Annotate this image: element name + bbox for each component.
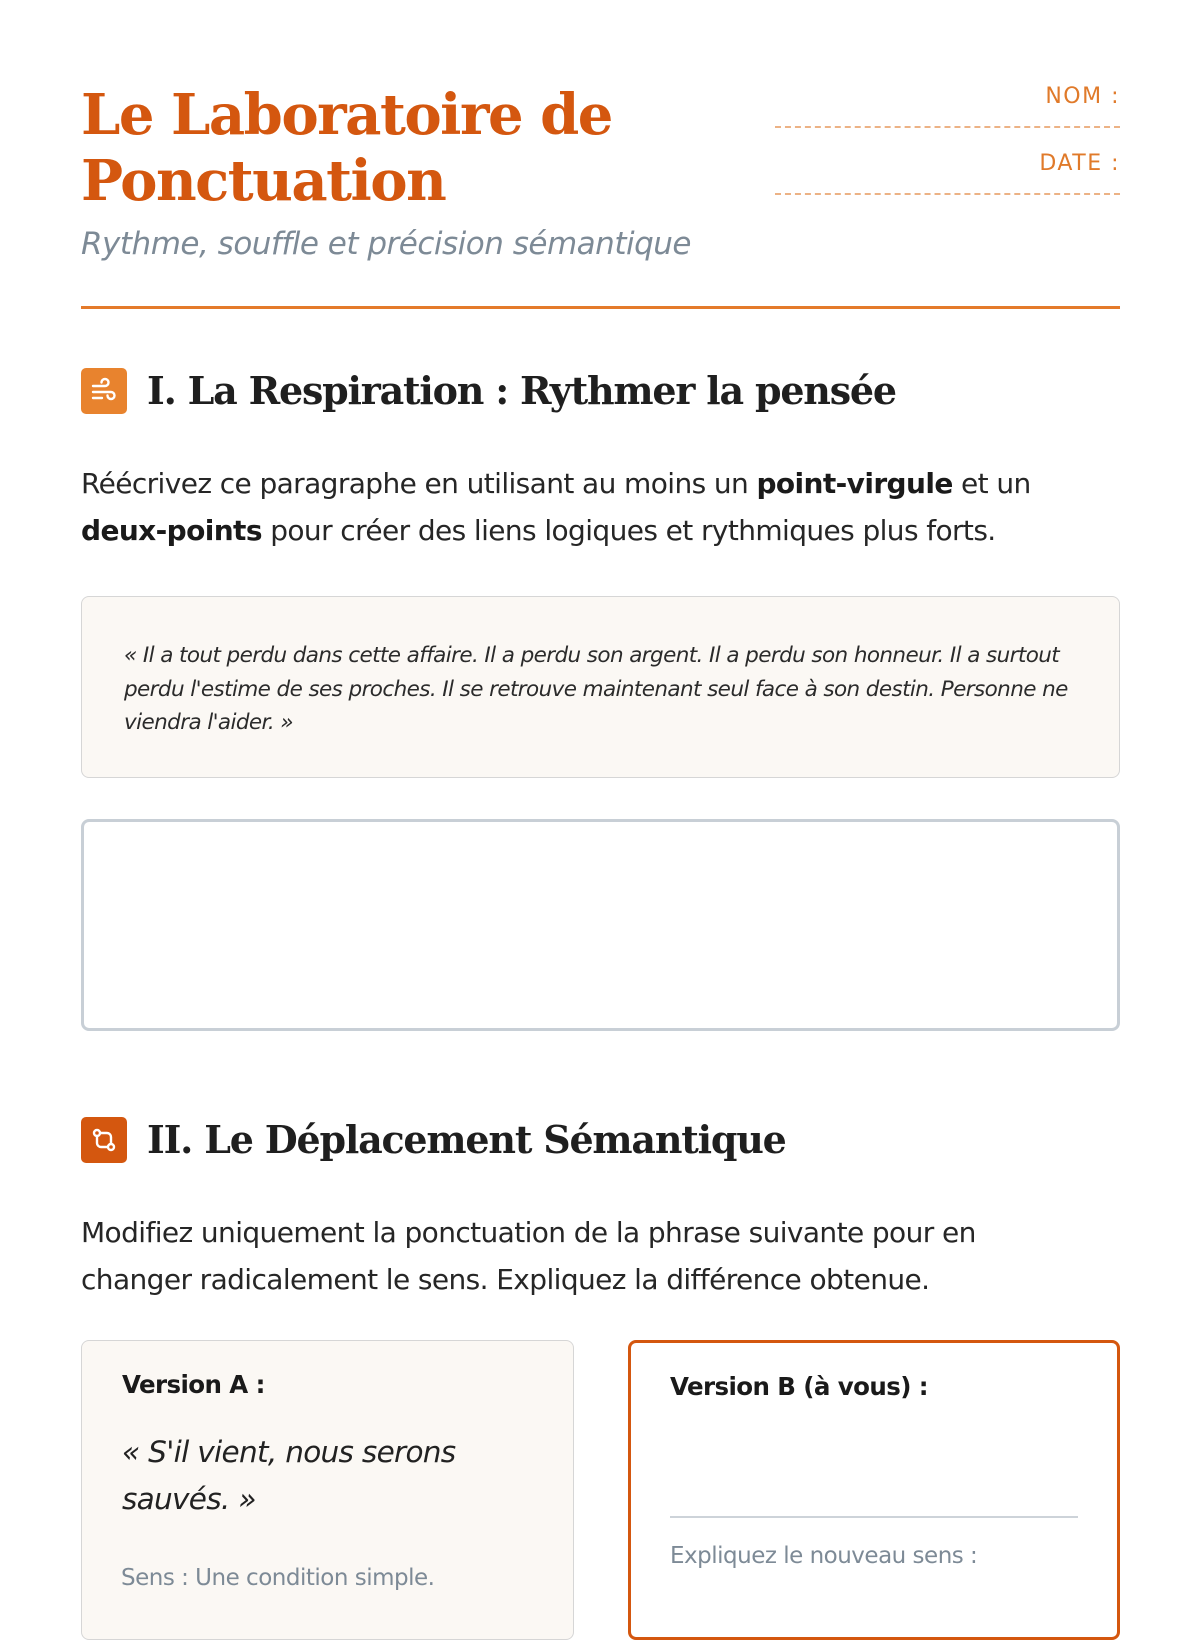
instructions-text: pour créer des liens logiques et rythmiques plus forts. — [261, 514, 996, 547]
header-divider — [81, 306, 1120, 309]
version-a-label: Version A : — [122, 1370, 265, 1399]
keyword-deux-points: deux-points — [81, 514, 262, 547]
section-1-instructions — [81, 460, 1120, 554]
date-label: DATE : — [1039, 151, 1120, 176]
section-2-heading — [81, 1117, 1120, 1165]
title-line-1: Le Laboratoire de — [81, 82, 612, 148]
version-a-meaning: Sens : Une condition simple. — [121, 1565, 435, 1591]
page-subtitle: Rythme, souffle et précision sémantique — [81, 226, 691, 262]
instructions-text: Réécrivez ce paragraphe en utilisant au moins un — [81, 467, 757, 500]
source-paragraph: « Il a tout perdu dans cette affaire. Il a perdu son argent. Il a perdu son honneur. Il a surtout perdu l'estime de ses proches. Il se retrouve maintenant seul face à son destin. Personne ne viendra l'aider. » — [124, 643, 1068, 735]
page-title — [81, 82, 761, 214]
section-1-title: I. La Respiration : Rythmer la pensée — [147, 368, 896, 413]
section-1-heading — [81, 368, 1120, 416]
instructions-text: et un — [952, 467, 1031, 500]
version-b-explain-label: Expliquez le nouveau sens : — [670, 1543, 978, 1569]
version-b-answer-line[interactable] — [670, 1516, 1078, 1518]
name-label: NOM : — [1045, 84, 1120, 109]
keyword-point-virgule: point-virgule — [756, 467, 953, 500]
worksheet-page — [81, 0, 1120, 1600]
version-a-card — [81, 1340, 574, 1640]
version-a-sentence: « S'il vient, nous serons sauvés. » — [122, 1435, 456, 1516]
section-2-instructions: Modifiez uniquement la ponctuation de la phrase suivante pour en changer radicalement le sens. Expliquez la différence obtenue. — [81, 1216, 976, 1296]
git-compare-icon — [81, 1117, 127, 1163]
date-field[interactable] — [775, 149, 1120, 195]
name-field[interactable] — [775, 82, 1120, 128]
title-line-2: Ponctuation — [81, 148, 446, 214]
rewrite-answer-box[interactable] — [81, 819, 1120, 1031]
wind-icon — [81, 368, 127, 414]
date-writing-line[interactable] — [775, 179, 1120, 195]
source-paragraph-box — [81, 596, 1120, 778]
name-writing-line[interactable] — [775, 112, 1120, 128]
version-b-label: Version B (à vous) : — [670, 1372, 928, 1401]
section-2-title: II. Le Déplacement Sémantique — [147, 1117, 786, 1162]
version-b-card[interactable] — [628, 1340, 1120, 1640]
